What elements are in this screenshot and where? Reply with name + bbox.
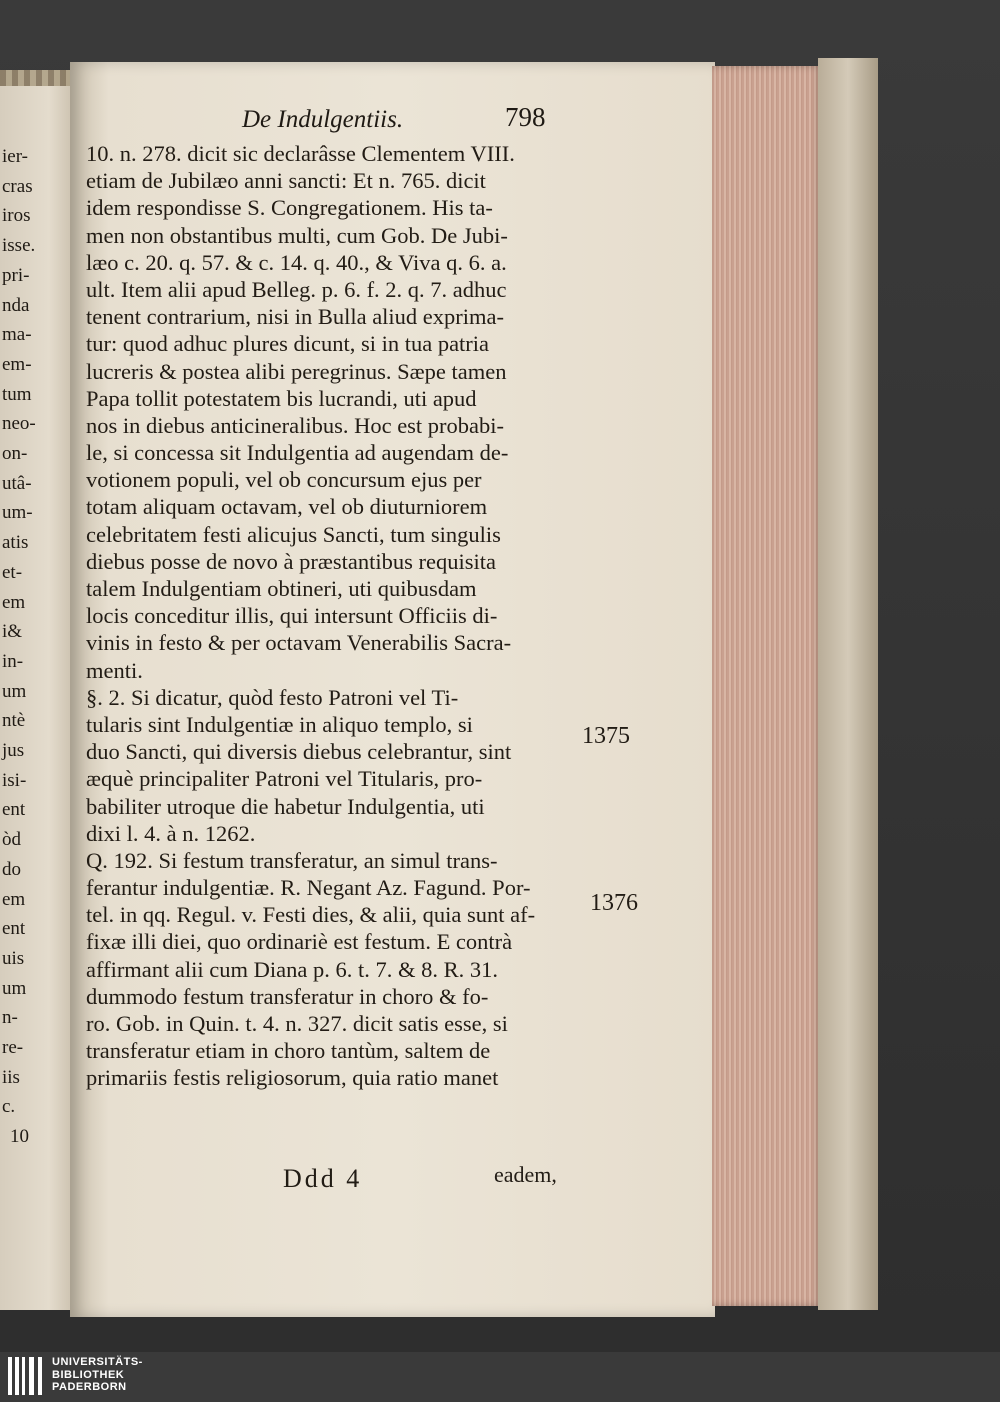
left-page-fragment-line: ier- — [2, 146, 28, 167]
margin-number-1376: 1376 — [590, 890, 638, 916]
margin-number-1375: 1375 — [582, 723, 630, 749]
text-line: talem Indulgentiam obtineri, uti quibusdam — [86, 576, 477, 601]
left-page-fragment-line: atis — [2, 532, 29, 554]
left-page-fragment-line: 10 — [10, 1126, 29, 1148]
text-line: menti. — [86, 657, 143, 683]
text-line: locis conceditur illis, qui intersunt Officiis di- — [86, 603, 498, 629]
text-line: transferatur etiam in choro tantùm, saltem de — [86, 1038, 491, 1064]
text-line: 10. n. 278. dicit sic declarâsse Clementem VIII. — [86, 141, 515, 166]
left-page-fragment-line: em — [2, 591, 26, 613]
left-page-fragment-line: in- — [2, 650, 24, 672]
left-page-fragment-line: um — [2, 680, 27, 702]
text-line: ro. Gob. in Quin. t. 4. n. 327. dicit satis esse, si — [86, 1011, 508, 1036]
left-page-fragment-line: um- — [2, 502, 33, 524]
book-cover-edge — [818, 58, 878, 1310]
left-page-fragment-line: ma- — [2, 324, 32, 346]
logo-line-3: PADERBORN — [52, 1381, 127, 1393]
left-page-fragment-line: ntè — [2, 710, 26, 732]
left-page-fragment-line: do — [2, 858, 21, 880]
text-line: etiam de Jubilæo anni sancti: Et n. 765. dicit — [86, 168, 486, 194]
page-edges — [712, 66, 822, 1306]
left-page-fragment-line: iros — [2, 205, 31, 227]
left-page-fragment-line: isi- — [2, 769, 27, 791]
text-line: §. 2. Si dicatur, quòd festo Patroni vel Ti- — [86, 684, 459, 710]
left-page-fragment-line: iis — [2, 1066, 20, 1088]
left-page-fragment-line: ent — [2, 799, 26, 821]
text-line: primariis festis religiosorum, quia ratio manet — [86, 1065, 499, 1091]
text-line: Papa tollit potestatem bis lucrandi, uti apud — [86, 385, 477, 411]
left-page-fragment-line: tum — [2, 383, 32, 405]
text-line: dummodo festum transferatur in choro & fo- — [86, 983, 489, 1009]
left-page-fragment-line: i& — [2, 621, 23, 643]
left-page-fragment-line: isse. — [2, 235, 36, 257]
left-page-fragment — [0, 70, 70, 1310]
left-page-fragment-line: pri- — [2, 264, 30, 286]
text-line: dixi l. 4. à n. 1262. — [86, 820, 256, 846]
text-line: votionem populi, vel ob concursum ejus per — [86, 467, 482, 493]
left-page-fragment-line: em — [2, 888, 26, 910]
text-line: men non obstantibus multi, cum Gob. De Jubi- — [86, 222, 508, 248]
left-page-fragment-line: on- — [2, 443, 28, 464]
body-text — [86, 140, 566, 1092]
logo-line-1: UNIVERSITÄTS- — [52, 1356, 143, 1368]
text-line: vinis in festo & per octavam Venerabilis Sacra- — [86, 630, 512, 656]
logo-line-2: BIBLIOTHEK — [52, 1368, 125, 1381]
text-line: idem respondisse S. Congregationem. His ta- — [86, 195, 493, 221]
signature-mark: Ddd 4 — [283, 1164, 363, 1193]
left-page-fragment-line: et- — [2, 561, 23, 583]
text-line: affirmant alii cum Diana p. 6. t. 7. & 8. R. 31. — [86, 956, 499, 982]
left-page-fragment-line: re- — [2, 1037, 24, 1058]
catchword: eadem, — [494, 1162, 557, 1187]
text-line: celebritatem festi alicujus Sancti, tum singulis — [86, 521, 501, 547]
running-header: De Indulgentiis. — [242, 106, 404, 133]
left-page-fragment-line: um — [2, 977, 27, 999]
text-line: tel. in qq. Regul. v. Festi dies, & alii, quia sunt af- — [86, 902, 536, 928]
left-page-fragment-line: neo- — [2, 413, 36, 435]
text-line: tularis sint Indulgentiæ in aliquo templo, si — [86, 711, 473, 737]
left-page-fragment-line: ent — [2, 918, 26, 940]
text-line: æquè principaliter Patroni vel Titularis, pro- — [86, 766, 483, 792]
left-page-fragment-line: c. — [2, 1096, 16, 1118]
text-line: ult. Item alii apud Belleg. p. 6. f. 2. q. 7. adhuc — [86, 276, 507, 302]
text-line: totam aliquam octavam, vel ob diuturniorem — [86, 494, 488, 520]
left-page-fragment-line: uis — [2, 947, 25, 969]
footer-bar — [0, 1352, 1000, 1402]
left-page-fragment-line: jus — [2, 740, 25, 761]
text-line: lucreris & postea alibi peregrinus. Sæpe tamen — [86, 358, 507, 384]
left-page-fragment-line: nda — [2, 294, 30, 316]
library-logo-text — [52, 1356, 143, 1394]
library-logo-icon — [8, 1357, 44, 1395]
text-line: diebus posse de novo à præstantibus requisita — [86, 548, 496, 574]
text-line: ferantur indulgentiæ. R. Negant Az. Fagund. Por- — [86, 875, 531, 901]
text-line: tenent contrarium, nisi in Bulla aliud exprima- — [86, 304, 505, 330]
headband — [0, 70, 70, 86]
left-page-fragment-line: utâ- — [2, 472, 32, 494]
left-page-fragment-line: cras — [2, 175, 33, 197]
page-number: 798 — [505, 102, 546, 132]
text-line: Q. 192. Si festum transferatur, an simul trans- — [86, 847, 498, 873]
text-line: duo Sancti, qui diversis diebus celebrantur, sint — [86, 739, 512, 765]
left-page-fragment-line: òd — [2, 829, 21, 851]
text-line: le, si concessa sit Indulgentia ad augendam de- — [86, 440, 509, 466]
text-line: tur: quod adhuc plures dicunt, si in tua patria — [86, 331, 490, 357]
text-line: nos in diebus anticineralibus. Hoc est probabi- — [86, 412, 505, 438]
text-line: fixæ illi diei, quo ordinariè est festum. E contrà — [86, 929, 513, 955]
text-line: læo c. 20. q. 57. & c. 14. q. 40., & Viva q. 6. a. — [86, 249, 507, 275]
text-line: babiliter utroque die habetur Indulgentia, uti — [86, 793, 485, 819]
left-page-fragment-line: n- — [2, 1007, 18, 1029]
left-page-fragment-line: em- — [2, 353, 32, 375]
